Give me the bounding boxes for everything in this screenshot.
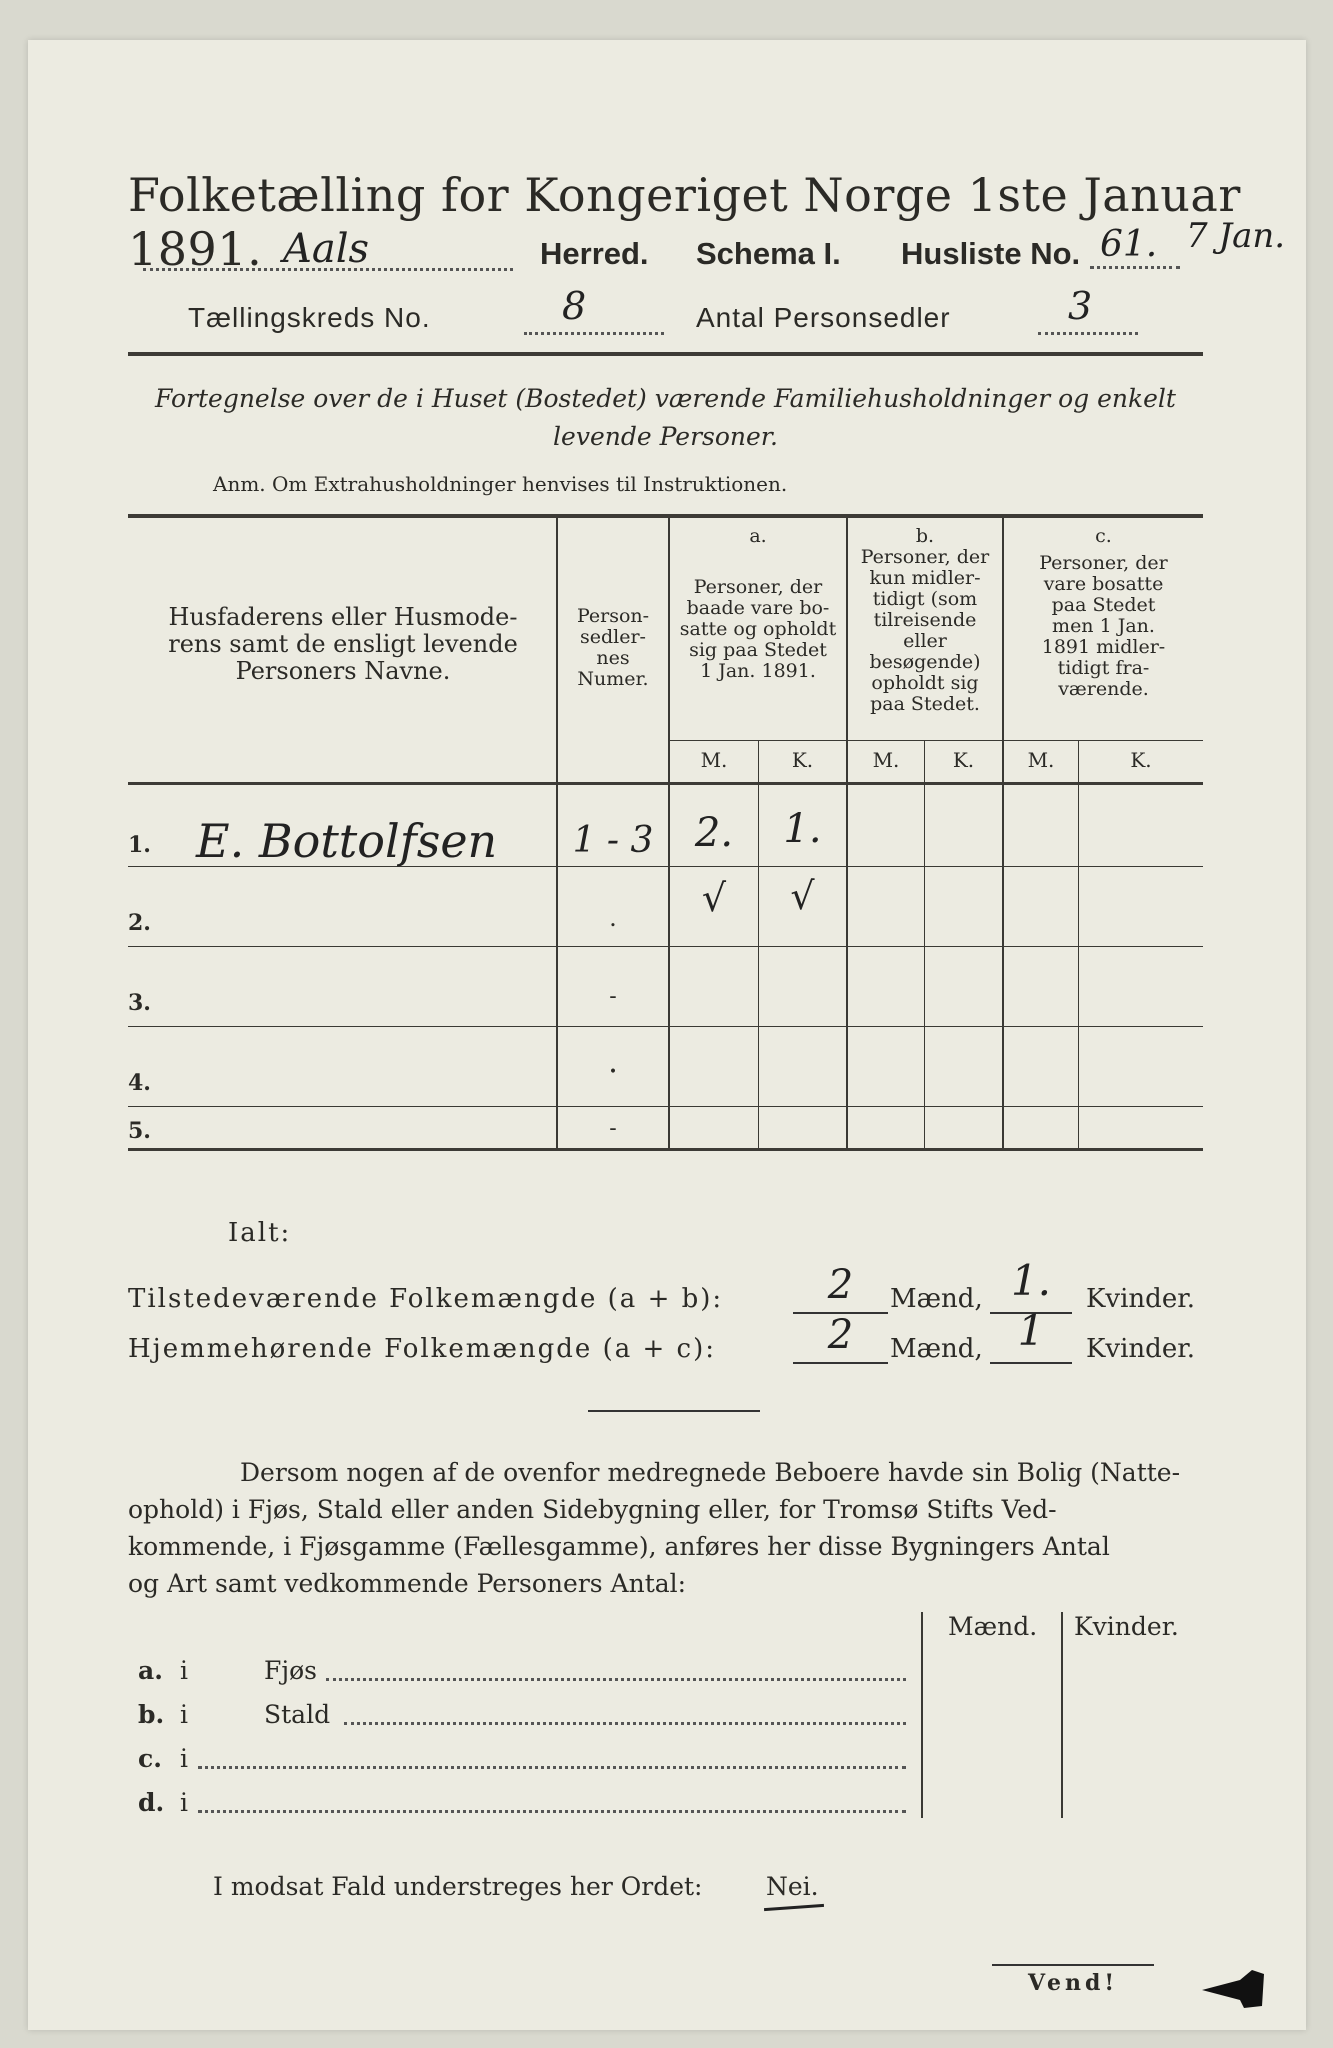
col-sep-a (758, 740, 759, 1148)
row-1-sedler[interactable]: 1 - 3 (572, 820, 654, 861)
col-name-l2: rens samt de ensligt levende (168, 630, 518, 658)
col-num-header (558, 606, 668, 690)
para-line-1: Dersom nogen af de ovenfor medregnede Beboere havde sin Bolig (Natte- (240, 1458, 1181, 1487)
anm-note: Anm. Om Extrahusholdninger henvises til Instruktionen. (213, 472, 788, 496)
row-2-a-k[interactable]: √ (790, 874, 815, 918)
col-c-header (1004, 526, 1203, 700)
col-c-l6: tidigt fra- (1057, 657, 1150, 679)
tilst-label: Tilstedeværende Folkemængde (a + b): (128, 1284, 724, 1314)
row-3-num: 3. (128, 990, 151, 1016)
schema-label: Schema I. (696, 236, 841, 271)
row-1-num: 1. (128, 832, 151, 858)
modsat-label: I modsat Fald understreges her Ordet: (213, 1872, 703, 1901)
col-a-l5: 1 Jan. 1891. (700, 660, 816, 682)
para-line-2: ophold) i Fjøs, Stald eller anden Sidebygning eller, for Tromsø Stifts Ved- (128, 1495, 1057, 1524)
mk-rule (668, 740, 1203, 741)
antal-label: Antal Personsedler (696, 302, 951, 333)
modsat-word: Nei. (766, 1872, 819, 1901)
col-a-header (670, 526, 846, 682)
bld-b-dots (344, 1722, 906, 1725)
hjem-k-line (990, 1362, 1072, 1364)
col-c-l7: værende. (1058, 678, 1149, 700)
bld-a-letter: a. (138, 1656, 163, 1685)
husliste-label: Husliste No. (901, 236, 1081, 271)
row-2-a-m[interactable]: √ (701, 876, 727, 920)
bld-d-dots (198, 1810, 906, 1813)
herred-value[interactable]: Aals (283, 226, 370, 272)
row-5-num: 5. (128, 1118, 151, 1144)
tilst-maend: Mænd, (890, 1284, 983, 1314)
row-line-3 (128, 1026, 1203, 1027)
row-5-sedler: - (609, 1116, 617, 1141)
form-title: Folketælling for Kongeriget Norge 1ste Januar 1891. (128, 168, 1241, 276)
col-c-l1: Personer, der (1039, 552, 1168, 574)
col-b-l4: tilreisende (873, 609, 977, 631)
bld-a-i: i (180, 1656, 188, 1685)
col-sep-b (924, 740, 925, 1148)
table-top-rule (128, 514, 1203, 518)
col-c-l4: men 1 Jan. (1052, 615, 1155, 637)
bld-b-label: Stald (264, 1700, 331, 1729)
bld-c-i: i (180, 1744, 188, 1773)
row-line-4 (128, 1106, 1203, 1107)
row-2-sedler: . (609, 904, 617, 932)
tilst-kvinder: Kvinder. (1086, 1284, 1196, 1314)
antal-value[interactable]: 3 (1068, 284, 1093, 328)
col-b-l3: tidigt (som (872, 588, 978, 610)
a-k-label: K. (791, 748, 814, 772)
row-2-num: 2. (128, 910, 151, 936)
row-4-sedler: • (608, 1064, 618, 1080)
c-m-label: M. (1027, 748, 1055, 772)
bld-d-i: i (180, 1788, 188, 1817)
col-num-l3: nes (596, 647, 630, 669)
header-rule (128, 352, 1203, 356)
bld-col-maend: Mænd. (948, 1612, 1038, 1641)
kreds-label: Tællingskreds No. (188, 302, 431, 333)
col-c-l5: 1891 midler- (1041, 636, 1166, 658)
col-num-l2: sedler- (580, 626, 646, 648)
col-c-letter: c. (1095, 525, 1112, 547)
col-name-l1: Husfaderens eller Husmode- (168, 603, 518, 631)
bld-col-kvinder: Kvinder. (1074, 1612, 1179, 1641)
col-b-l6: besøgende) (869, 651, 981, 673)
hjem-maend: Mænd, (890, 1334, 983, 1364)
vend-rule (992, 1964, 1154, 1966)
col-c-l3: paa Stedet (1051, 594, 1156, 616)
c-k-label: K. (1130, 748, 1152, 772)
col-a-l3: satte og opholdt (679, 618, 837, 640)
kreds-dotline (524, 320, 664, 335)
col-num-l1: Person- (576, 605, 650, 627)
modsat-underline (764, 1904, 824, 1911)
col-b-l2: kun midler- (869, 567, 981, 589)
para-line-3: kommende, i Fjøsgamme (Fællesgamme), anføres her disse Bygningers Antal (128, 1532, 1110, 1561)
ialt-label: Ialt: (228, 1218, 292, 1248)
hjem-kvinder: Kvinder. (1086, 1334, 1196, 1364)
col-a-l2: baade vare bo- (686, 597, 830, 619)
bld-a-label: Fjøs (264, 1656, 317, 1685)
col-b-l7: opholdt sig (871, 672, 979, 694)
col-name-header (138, 604, 548, 685)
bld-c-letter: c. (138, 1744, 162, 1773)
table-header-bottom-rule (128, 782, 1203, 785)
col-b-l8: paa Stedet. (870, 693, 980, 715)
col-name-l3: Personers Navne. (235, 657, 451, 685)
col-b-l1: Personer, der (860, 546, 990, 568)
b-m-label: M. (872, 748, 900, 772)
bld-b-i: i (180, 1700, 188, 1729)
intro-line1: Fortegnelse over de i Huset (Bostedet) værende Familiehusholdninger og enkelt (155, 384, 1176, 413)
bld-col-sep-2 (1061, 1612, 1063, 1818)
col-a-letter: a. (749, 525, 767, 547)
bld-b-letter: b. (138, 1700, 165, 1729)
census-form-page (28, 40, 1306, 2030)
tilst-k-value[interactable]: 1. (1010, 1256, 1052, 1305)
kreds-value[interactable]: 8 (562, 284, 587, 328)
bld-d-letter: d. (138, 1788, 165, 1817)
husliste-note[interactable]: 7 Jan. (1186, 216, 1286, 256)
row-3-sedler: - (609, 984, 617, 1009)
hjem-label: Hjemmehørende Folkemængde (a + c): (128, 1334, 716, 1364)
row-1-a-k[interactable]: 1. (783, 806, 822, 852)
bld-a-dots (326, 1678, 906, 1681)
col-b-header (848, 526, 1002, 715)
a-m-label: M. (700, 748, 728, 772)
col-a-l1: Personer, der (693, 576, 823, 598)
vend-label: Vend! (1028, 1970, 1119, 1996)
bld-col-sep-1 (921, 1612, 923, 1818)
hjem-k-value[interactable]: 1 (1017, 1306, 1045, 1355)
intro-line2: levende Personer. (553, 422, 778, 451)
herred-label: Herred. (540, 236, 649, 271)
col-num-l4: Numer. (577, 668, 649, 690)
row-1-name[interactable]: E. Bottolfsen (196, 814, 498, 868)
hjem-m-value[interactable]: 2 (827, 1312, 854, 1358)
buildings-paragraph (128, 1454, 1203, 1602)
b-k-label: K. (952, 748, 975, 772)
row-1-a-m[interactable]: 2. (694, 810, 734, 856)
husliste-value[interactable]: 61. (1100, 224, 1158, 265)
col-c-l2: vare bosatte (1043, 573, 1164, 595)
col-b-letter: b. (915, 525, 935, 547)
table-bottom-rule (128, 1148, 1203, 1151)
row-line-2 (128, 946, 1203, 947)
col-sep-c (1078, 740, 1079, 1148)
hjem-m-line (793, 1362, 888, 1364)
col-a-l4: sig paa Stedet (689, 639, 827, 661)
pointing-hand-icon (1200, 1966, 1270, 2012)
section-divider (588, 1410, 760, 1412)
row-4-num: 4. (128, 1070, 151, 1096)
para-line-4: og Art samt vedkommende Personers Antal: (128, 1569, 687, 1598)
bld-c-dots (198, 1766, 906, 1769)
col-b-l5: eller (903, 630, 947, 652)
tilst-m-value[interactable]: 2 (827, 1262, 854, 1308)
